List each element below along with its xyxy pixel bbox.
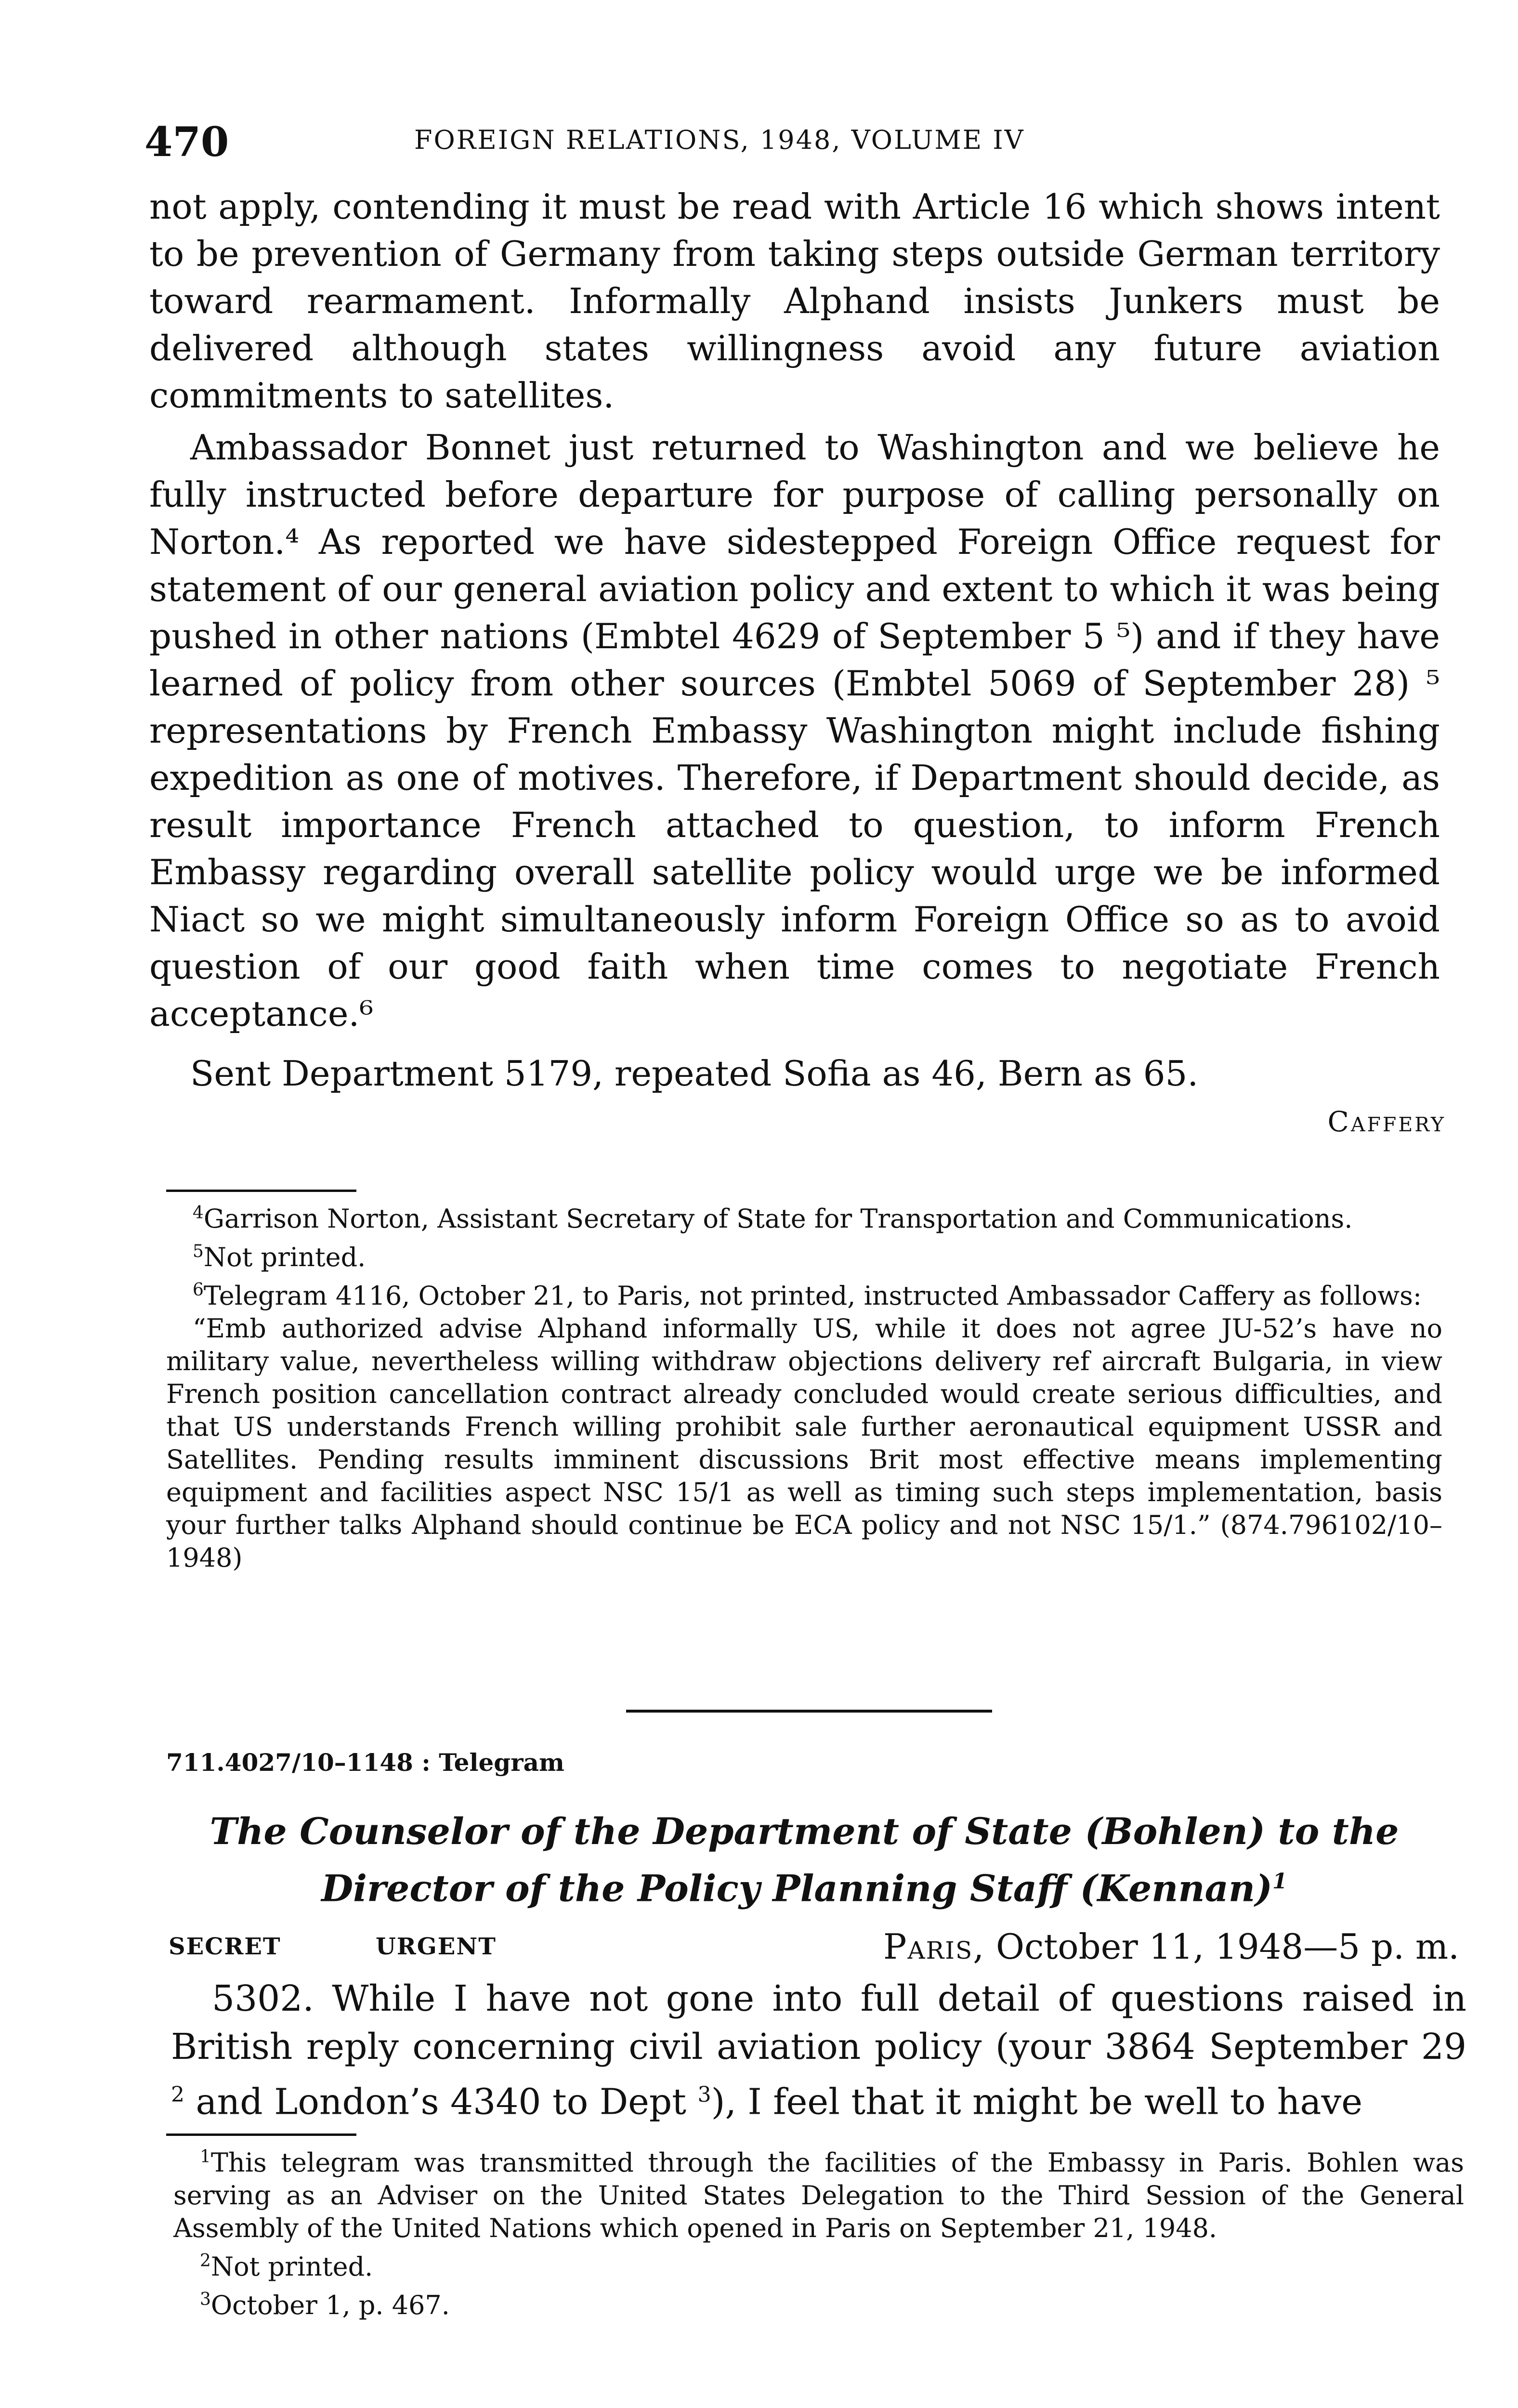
document-title: [164, 1806, 1445, 1913]
paragraph-text: Sent Department 5179, repeated Sofia as 46, Bern as 65.: [190, 1053, 1199, 1094]
telegram-text-end: ), I feel that it might be well to have: [711, 2081, 1363, 2123]
footnote-2: [173, 2245, 1464, 2283]
footnote-rule: [166, 1190, 356, 1192]
footnote-mark: 1: [200, 2147, 211, 2167]
footnote-text: Not printed.: [203, 1242, 366, 1272]
footnotes-bottom: [173, 2141, 1464, 2322]
body-paragraph-1: [149, 183, 1440, 419]
footnote-text: This telegram was transmitted through the facilities of the Embassy in Paris. Bohlen was serving as an Adviser on the United States Delegation to the Third Session of the General Assembly of the United Nations which opened in Paris on September 21, 1948.: [173, 2147, 1464, 2243]
classification-label: SECRET: [169, 1933, 281, 1960]
footnote-mark: 6: [193, 1280, 204, 1300]
file-number: 711.4027/10–1148 : Telegram: [166, 1748, 564, 1777]
footnote-text: October 1, p. 467.: [210, 2290, 450, 2320]
footnote-5: [166, 1235, 1442, 1274]
date-time: October 11, 1948—5 p. m.: [996, 1926, 1459, 1967]
footnote-text: Garrison Norton, Assistant Secretary of State for Transportation and Communications.: [203, 1204, 1353, 1234]
footnotes-top: [166, 1197, 1442, 1574]
footnote-mark: 2: [200, 2251, 211, 2271]
telegram-metadata: [169, 1926, 1459, 1970]
document-title-text: The Counselor of the Department of State (Bohlen) to the Director of the Policy Planning Staff (Kennan): [209, 1809, 1399, 1910]
footnote-4: [166, 1197, 1442, 1235]
signature: Caffery: [1327, 1105, 1446, 1138]
paragraph-text: not apply, contending it must be read with Article 16 which shows intent to be prevention of Germany from taking steps outside German territory toward rearmament. Informally Alphand insists Junkers must be delivered although states willingness avoid any future aviation commitments to satellites.: [149, 186, 1440, 416]
running-title: FOREIGN RELATIONS, 1948, VOLUME IV: [414, 125, 1025, 155]
dateline: [883, 1926, 1459, 1967]
telegram-text-middle: and London’s 4340 to Dept: [196, 2081, 687, 2123]
priority-label: URGENT: [376, 1933, 497, 1960]
footnote-text: Not printed.: [210, 2251, 373, 2282]
body-paragraph-3: [149, 1050, 1440, 1097]
section-divider: [626, 1710, 992, 1713]
footnote-1: [173, 2141, 1464, 2245]
title-note-mark: 1: [1272, 1869, 1287, 1894]
footnote-mark: 5: [193, 1242, 204, 1261]
paragraph-text: Ambassador Bonnet just returned to Washington and we believe he fully instructed before departure for purpose of calling personally on Norton.⁴ As reported we have sidestepped Foreign Office request for statement of our general aviation policy and extent to which it was being pushed in other nations (Embtel 4629 of September 5 ⁵) and if they have learned of policy from other sources (Embtel 5069 of September 28) ⁵ representations by French Embassy Washington might include fishing expedition as one of motives. Therefore, if Department should decide, as result importance French attached to question, to inform French Embassy regarding overall satellite policy would urge we be informed Niact so we might simultaneously inform Foreign Office so as to avoid question of our good faith when time comes to negotiate French acceptance.⁶: [149, 427, 1440, 1034]
page-header: [144, 118, 1454, 171]
place: Paris,: [883, 1926, 985, 1967]
footnote-rule-bottom: [166, 2133, 356, 2136]
footnote-3: [173, 2283, 1464, 2322]
body-paragraph-2: [149, 424, 1440, 1037]
telegram-paragraph: [171, 1975, 1466, 2126]
note-mark-3: 3: [697, 2082, 711, 2107]
telegram-body: [171, 1975, 1466, 2126]
footnote-6: [166, 1274, 1442, 1312]
page-number: 470: [144, 118, 229, 166]
footnote-text: Telegram 4116, October 21, to Paris, not printed, instructed Ambassador Caffery as follows:: [203, 1281, 1422, 1311]
footnote-mark: 4: [193, 1203, 204, 1223]
note-mark-2: 2: [171, 2082, 184, 2107]
telegram-text-start: 5302. While I have not gone into full detail of questions raised in British reply concerning civil aviation policy (your 3864 September 29: [171, 1978, 1466, 2068]
footnote-quote: “Emb authorized advise Alphand informally US, while it does not agree JU-52’s have no military value, nevertheless willing withdraw objections delivery ref aircraft Bulgaria, in view French position cancellation contract already concluded would create serious difficulties, and that US understands French willing prohibit sale further aeronautical equipment USSR and Satellites. Pending results imminent discussions Brit most effective means implementing equipment and facilities aspect NSC 15/1 as well as timing such steps implementation, basis your further talks Alphand should continue be ECA policy and not NSC 15/1.” (874.796102/10–1948): [166, 1313, 1442, 1573]
footnote-mark: 3: [200, 2290, 211, 2309]
